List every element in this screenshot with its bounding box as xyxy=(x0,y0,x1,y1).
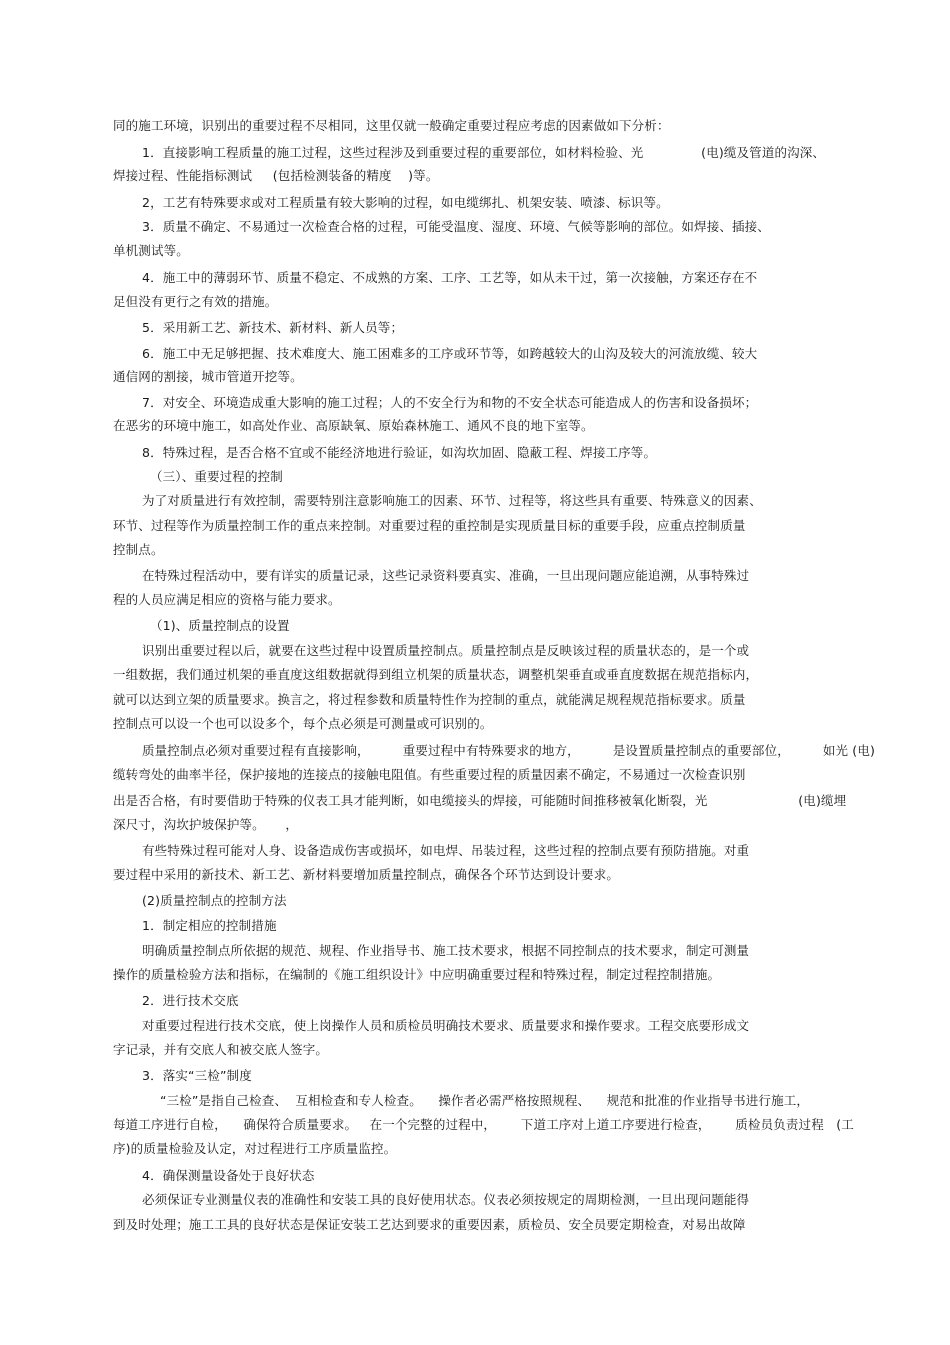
text-line: 同的施工环境，识别出的重要过程不尽相同，这里仅就一般确定重要过程应考虑的因素做如下分析： xyxy=(113,118,670,133)
text-line: 就可以达到立架的质量要求。换言之，将过程参数和质量特性作为控制的重点，就能满足规程规范指标要求。质量 xyxy=(113,692,746,707)
text-line: 每道工序进行自检， 确保符合质量要求。 在一个完整的过程中， 下道工序对上道工序要进行检查， 质检员负责过程 (工 xyxy=(113,1117,854,1132)
text-line: 6．施工中无足够把握、技术难度大、施工困难多的工序或环节等，如跨越较大的山沟及较大的河流放缆、较大 xyxy=(142,346,758,361)
text-line: 4．施工中的薄弱环节、质量不稳定、不成熟的方案、工序、工艺等，如从未干过，第一次接触，方案还存在不 xyxy=(142,270,758,285)
text-line: 5．采用新工艺、新技术、新材料、新人员等； xyxy=(142,320,404,335)
text-line: 识别出重要过程以后，就要在这些过程中设置质量控制点。质量控制点是反映该过程的质量状态的，是一个或 xyxy=(142,643,750,658)
text-line: 有些特殊过程可能对人身、设备造成伤害或损坏，如电焊、吊装过程，这些过程的控制点要有预防措施。对重 xyxy=(142,843,750,858)
text-line: 控制点。 xyxy=(113,542,164,557)
item-heading: 4．确保测量设备处于良好状态 xyxy=(142,1168,315,1183)
text-line: 1．直接影响工程质量的施工过程，这些过程涉及到重要过程的重要部位，如材料检验、光 (电)缆及管道的沟深、 xyxy=(142,145,826,160)
text-line: 缆转弯处的曲率半径，保护接地的连接点的接触电阻值。有些重要过程的质量因素不确定，不易通过一次检查识别 xyxy=(113,767,746,782)
text-line: 3．质量不确定、不易通过一次检查合格的过程，可能受温度、湿度、环境、气候等影响的部位。如焊接、插接、 xyxy=(142,219,770,234)
item-heading: 1．制定相应的控制措施 xyxy=(142,918,277,933)
subsection-heading: (2)质量控制点的控制方法 xyxy=(142,893,287,908)
text-line: “三检”是指自己检查、 互相检查和专人检查。 操作者必需严格按照规程、 规范和批准的作业指导书进行施工， xyxy=(160,1093,810,1108)
text-line: 程的人员应满足相应的资格与能力要求。 xyxy=(113,592,341,607)
item-heading: 3．落实“三检”制度 xyxy=(142,1068,252,1083)
text-line: 一组数据，我们通过机架的垂直度这组数据就得到组立机架的质量状态，调整机架垂直或垂直度数据在规范指标内， xyxy=(113,667,759,682)
text-line: 操作的质量检验方法和指标，在编制的《施工组织设计》中应明确重要过程和特殊过程，制定过程控制措施。 xyxy=(113,967,721,982)
text-line: 焊接过程、性能指标测试 (包括检测装备的精度 )等。 xyxy=(113,168,439,183)
text-line: 深尺寸，沟坎护坡保护等。 ， xyxy=(113,817,299,832)
text-line: 7．对安全、环境造成重大影响的施工过程；人的不安全行为和物的不安全状态可能造成人的伤害和设备损坏； xyxy=(142,395,758,410)
subsection-heading: （1)、质量控制点的设置 xyxy=(150,618,290,633)
text-line: 字记录，并有交底人和被交底人签字。 xyxy=(113,1042,329,1057)
text-line: 8．特殊过程，是否合格不宜或不能经济地进行验证，如沟坎加固、隐蔽工程、焊接工序等。 xyxy=(142,445,657,460)
text-line: 要过程中采用的新技术、新工艺、新材料要增加质量控制点，确保各个环节达到设计要求。 xyxy=(113,867,620,882)
item-heading: 2．进行技术交底 xyxy=(142,993,239,1008)
text-line: 足但没有更行之有效的措施。 xyxy=(113,294,278,309)
section-heading: （三）、重要过程的控制 xyxy=(150,469,283,484)
text-line: 必须保证专业测量仪表的准确性和安装工具的良好使用状态。仪表必须按规定的周期检测，一旦出现问题能得 xyxy=(142,1192,750,1207)
text-line: 单机测试等。 xyxy=(113,243,189,258)
text-line: 控制点可以设一个也可以设多个，每个点必须是可测量或可识别的。 xyxy=(113,716,493,731)
text-line: 在特殊过程活动中，要有详实的质量记录，这些记录资料要真实、准确，一旦出现问题应能追溯，从事特殊过 xyxy=(142,568,750,583)
text-line: 通信网的割接，城市管道开挖等。 xyxy=(113,369,303,384)
text-line: 在恶劣的环境中施工，如高处作业、高原缺氧、原始森林施工、通风不良的地下室等。 xyxy=(113,418,594,433)
text-line: 对重要过程进行技术交底，使上岗操作人员和质检员明确技术要求、质量要求和操作要求。工程交底要形成文 xyxy=(142,1018,750,1033)
text-line: 明确质量控制点所依据的规范、规程、作业指导书、施工技术要求，根据不同控制点的技术要求，制定可测量 xyxy=(142,943,750,958)
text-line: 出是否合格，有时要借助于特殊的仪表工具才能判断，如电缆接头的焊接，可能随时间推移被氧化断裂，光 (电)缆埋 xyxy=(113,793,847,808)
text-line: 环节、过程等作为质量控制工作的重点来控制。对重要过程的重控制是实现质量目标的重要手段，应重点控制质量 xyxy=(113,518,746,533)
text-line: 质量控制点必须对重要过程有直接影响， 重要过程中有特殊要求的地方， 是设置质量控制点的重要部位， 如光 (电) xyxy=(142,743,875,758)
text-line: 2，工艺有特殊要求或对工程质量有较大影响的过程，如电缆绑扎、机架安装、喷漆、标识等。 xyxy=(142,195,669,210)
text-line: 序)的质量检验及认定，对过程进行工序质量监控。 xyxy=(113,1141,397,1156)
text-line: 到及时处理；施工工具的良好状态是保证安装工艺达到要求的重要因素，质检员、安全员要定期检查，对易出故障 xyxy=(113,1217,746,1232)
text-line: 为了对质量进行有效控制，需要特别注意影响施工的因素、环节、过程等，将这些具有重要、特殊意义的因素、 xyxy=(142,493,762,508)
